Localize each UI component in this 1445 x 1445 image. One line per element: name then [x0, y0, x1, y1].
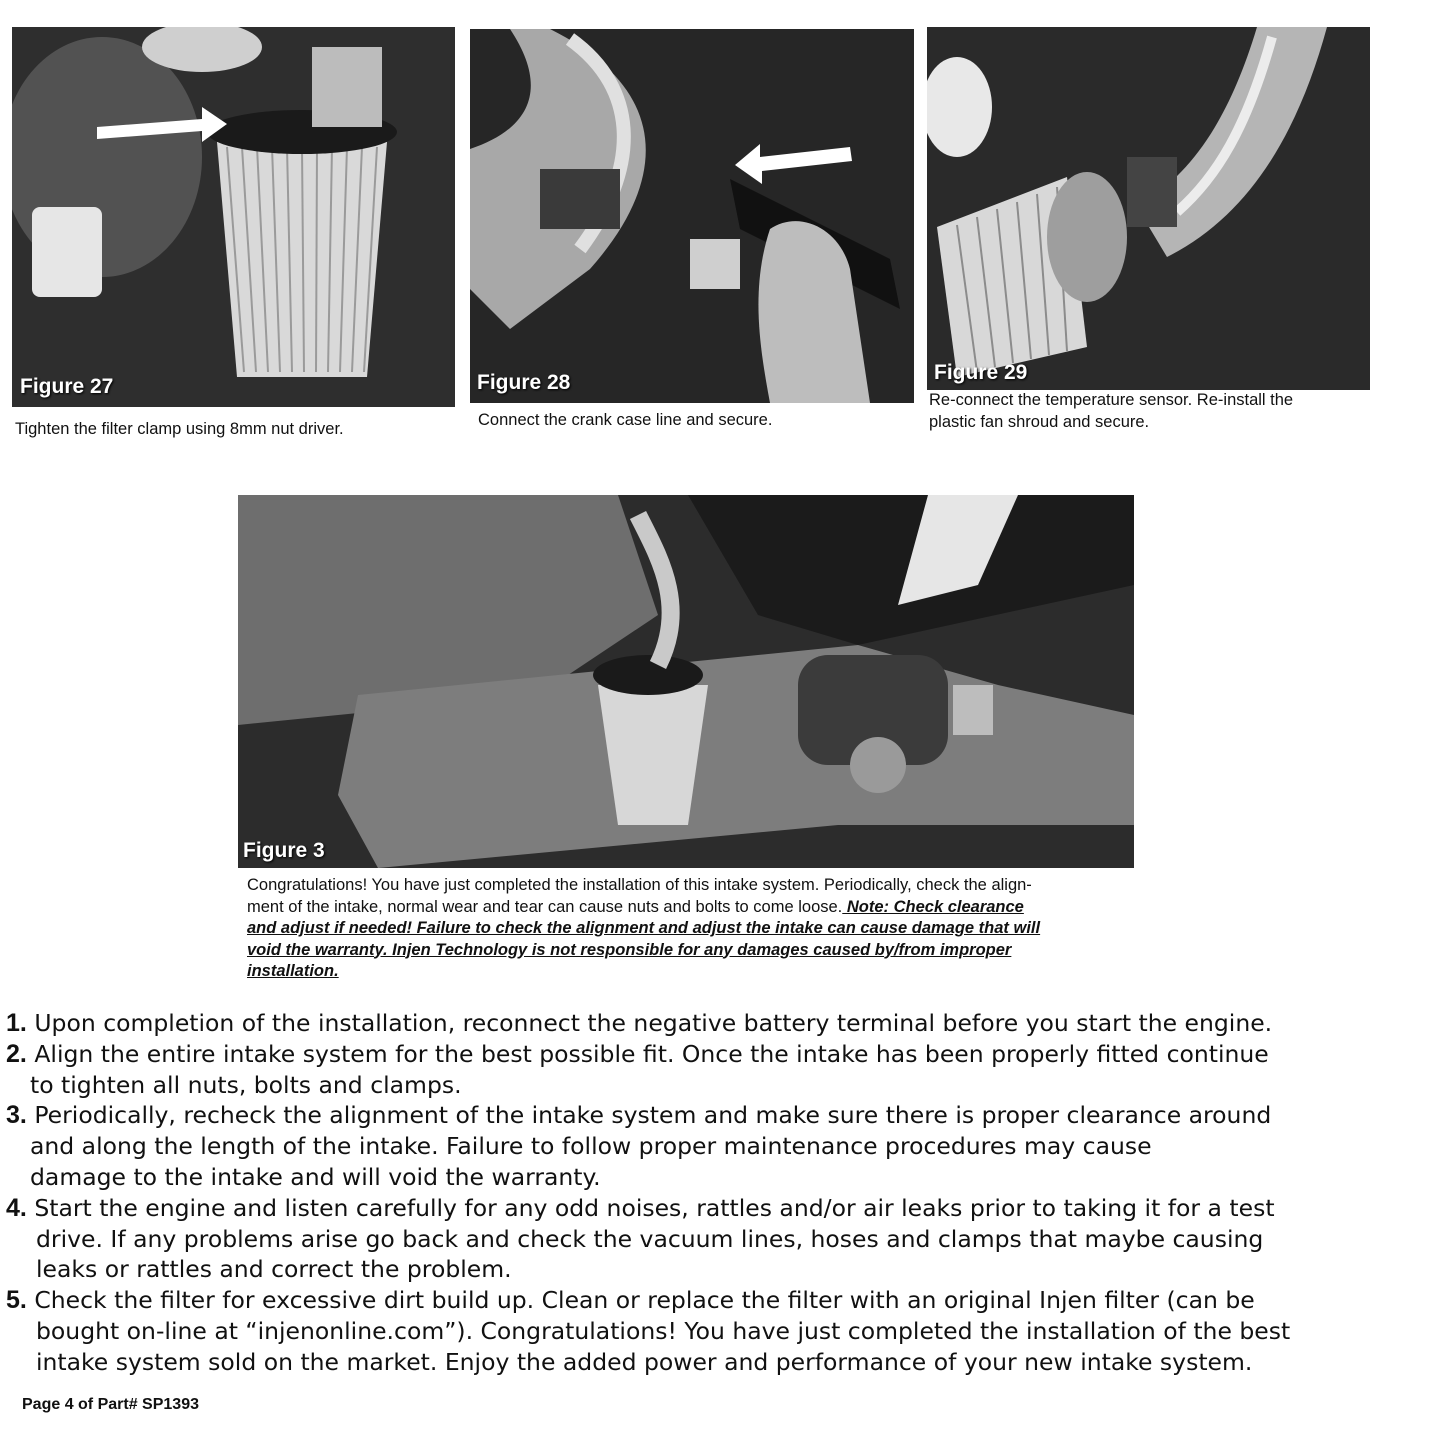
step-4-number: 4.: [6, 1193, 27, 1222]
figure-28-caption: Connect the crank case line and secure.: [478, 411, 773, 429]
figure-27-illustration: [12, 27, 455, 407]
figure-29-caption: [929, 389, 1293, 433]
final-steps-list: [6, 1008, 1426, 1378]
step-2-text: Align the entire intake system for the best possible fit. Once the intake has been properly fitted continue: [34, 1039, 1269, 1068]
step-5: [6, 1285, 1426, 1377]
figure-28-label: Figure 28: [477, 371, 571, 394]
warning-text-start: Note: Check clearance: [842, 897, 1024, 916]
figure-30-label: Figure 3: [243, 839, 325, 862]
congrats-line-1: Congratulations! You have just completed the installation of this intake system. Periodically, check the align-: [247, 876, 1032, 894]
step-4-text: Start the engine and listen carefully for any odd noises, rattles and/or air leaks prior to taking it for a test: [34, 1193, 1275, 1222]
figure-29-caption-line-1: Re-connect the temperature sensor. Re-install the: [929, 391, 1294, 409]
warning-line-2: void the warranty. Injen Technology is not responsible for any damages caused by/from improper: [247, 940, 1012, 959]
figure-29-label: Figure 29: [934, 361, 1028, 384]
figure-29-caption-line-2: plastic fan shroud and secure.: [929, 413, 1150, 431]
step-5-text-cont-2: intake system sold on the market. Enjoy the added power and performance of your new intake system.: [36, 1347, 1253, 1376]
step-4-text-cont-2: leaks or rattles and correct the problem.: [36, 1255, 512, 1284]
step-1-number: 1.: [6, 1009, 27, 1037]
step-3-text: Periodically, recheck the alignment of the intake system and make sure there is proper clearance around: [34, 1101, 1272, 1130]
step-5-text: Check the filter for excessive dirt build up. Clean or replace the filter with an original Injen filter (can be: [34, 1286, 1255, 1315]
step-2-number: 2.: [6, 1039, 27, 1068]
figure-29-illustration: [927, 27, 1370, 390]
warning-line-1: and adjust if needed! Failure to check the alignment and adjust the intake can cause damage that will: [247, 919, 1041, 937]
congrats-line-2: [247, 897, 1040, 919]
page-footer: Page 4 of Part# SP1393: [22, 1396, 199, 1413]
figure-28-illustration: [470, 29, 914, 403]
figure-30-photo: [238, 495, 1134, 868]
figure-27-caption: Tighten the filter clamp using 8mm nut driver.: [15, 420, 344, 438]
figure-29-photo: [927, 27, 1370, 390]
figure-28-photo: [470, 29, 914, 403]
step-5-number: 5.: [6, 1286, 27, 1315]
step-3-number: 3.: [6, 1101, 27, 1130]
step-1-text: Upon completion of the installation, reconnect the negative battery terminal before you start the engine.: [34, 1009, 1273, 1037]
figure-27-label: Figure 27: [20, 375, 114, 398]
congrats-line-2-text: ment of the intake, normal wear and tear can cause nuts and bolts to come loose.: [247, 897, 843, 916]
step-3: [6, 1100, 1426, 1192]
figure-30-illustration: [238, 495, 1134, 868]
step-3-text-cont-1: and along the length of the intake. Failure to follow proper maintenance procedures may cause: [30, 1132, 1152, 1161]
step-2-text-cont: to tighten all nuts, bolts and clamps.: [30, 1070, 462, 1099]
step-5-text-cont-1: bought on-line at “injenonline.com”). Congratulations! You have just completed the installation of the best: [36, 1316, 1291, 1345]
congratulations-note: [247, 875, 1040, 983]
step-3-text-cont-2: damage to the intake and will void the warranty.: [30, 1162, 601, 1191]
step-1: [6, 1008, 1426, 1039]
warning-line-3: installation.: [247, 962, 339, 980]
step-2: [6, 1039, 1426, 1101]
figure-27-photo: [12, 27, 455, 407]
step-4: [6, 1193, 1426, 1285]
step-4-text-cont-1: drive. If any problems arise go back and check the vacuum lines, hoses and clamps that maybe causing: [36, 1224, 1264, 1253]
